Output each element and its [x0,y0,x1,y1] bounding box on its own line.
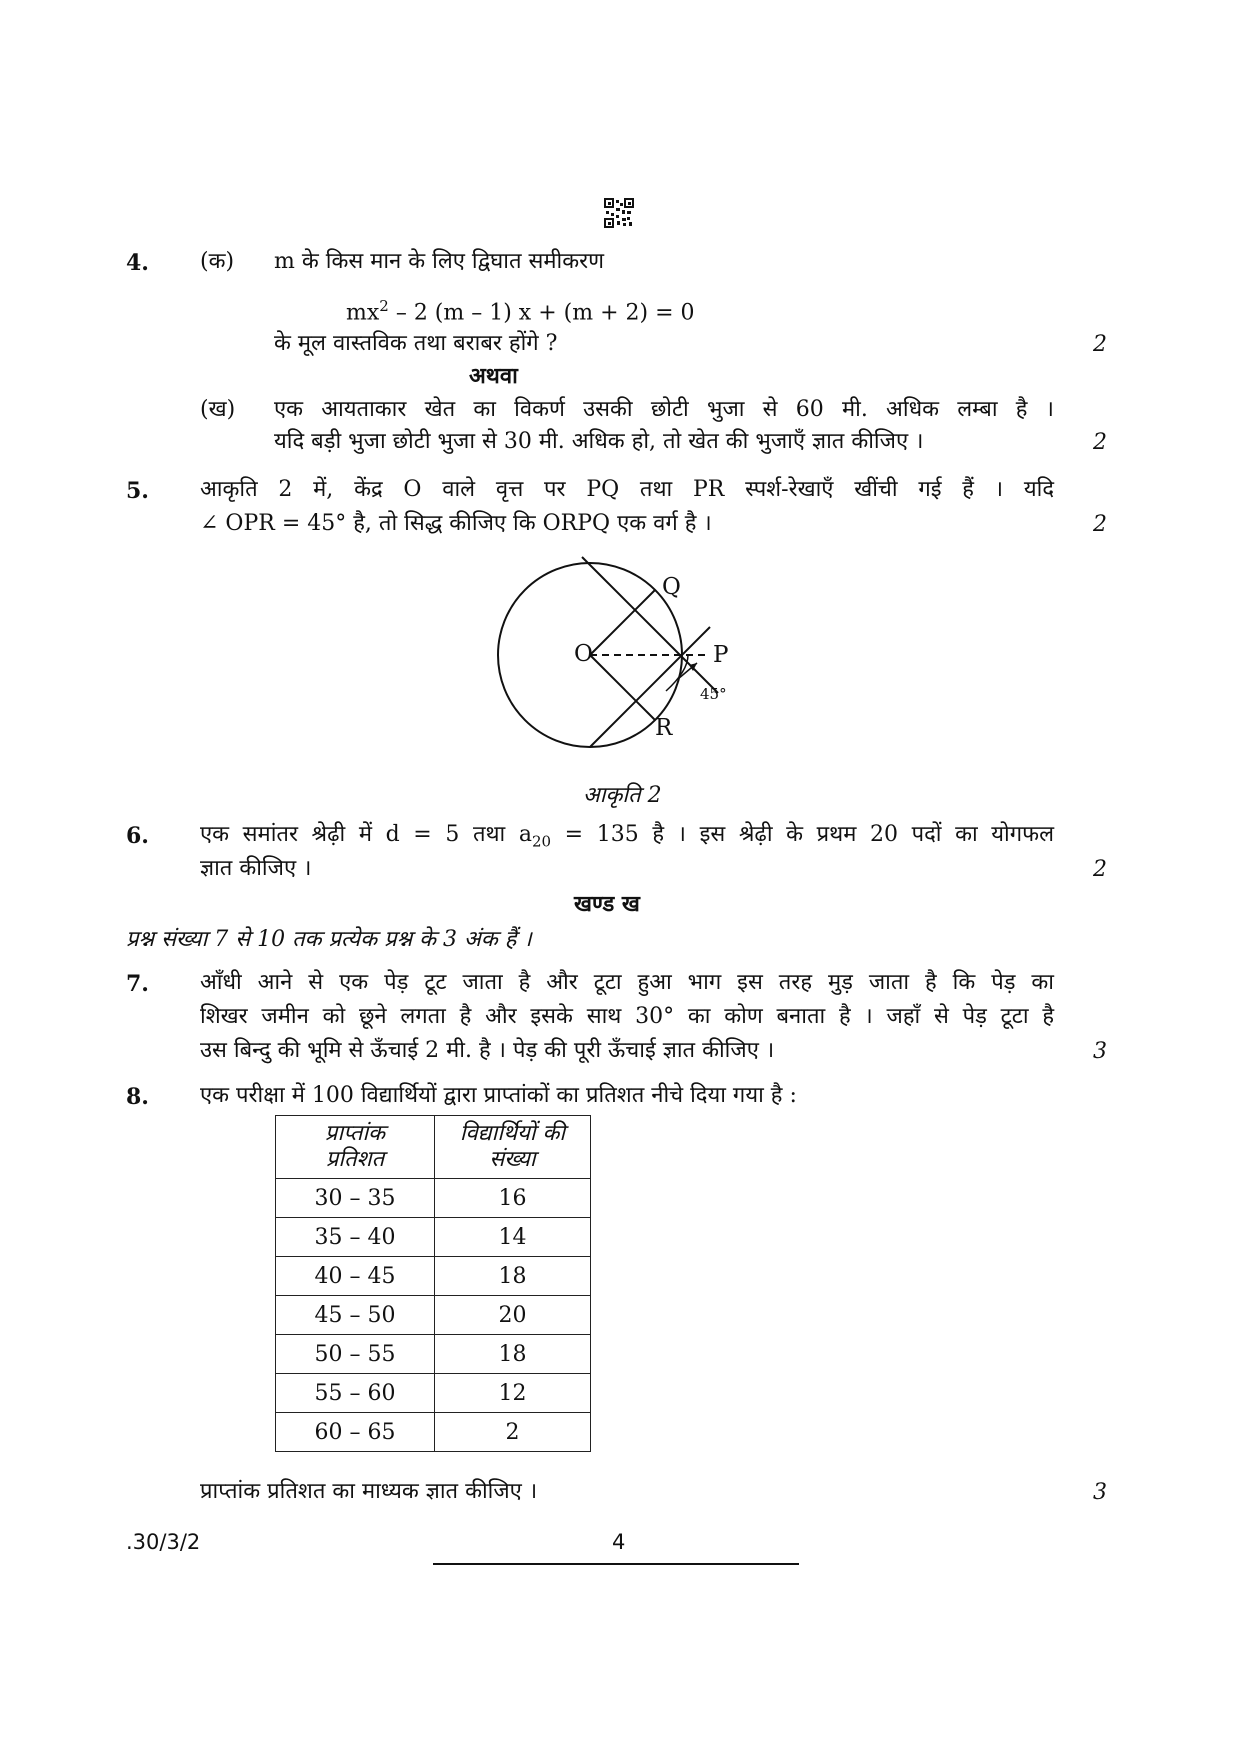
header-percentage-line2: प्रतिशत [325,1147,385,1172]
radius-or [590,655,655,720]
section-b-instruction: प्रश्न संख्या 7 से 10 तक प्रत्येक प्रश्न के 3 अंक हैं । [126,927,532,952]
q8-line1: एक परीक्षा में 100 विद्यार्थियों द्वारा प्राप्तांकों का प्रतिशत नीचे दिया गया है : [200,1083,797,1108]
table-row [276,1374,591,1413]
q4-or-label: अथवा [469,363,518,389]
table-row [276,1257,591,1296]
table-header-row [276,1116,591,1179]
q4-equation-part2: – 2 (m – 1) x + (m + 2) = 0 [388,300,695,326]
table-cell-count: 18 [435,1335,591,1374]
q6-line1-subscript: 20 [531,832,552,851]
table-row [276,1218,591,1257]
q4-part-b-line2: यदि बड़ी भुजा छोटी भुजा से 30 मी. अधिक हो, तो खेत की भुजाएँ ज्ञात कीजिए । [274,429,924,454]
figure-caption: आकृति 2 [583,783,662,808]
table-cell-count: 14 [435,1218,591,1257]
question-number-4: 4. [126,250,149,276]
q5-marks: 2 [1093,512,1107,537]
q4-part-a-line1: m के किस मान के लिए द्विघात समीकरण [274,249,605,274]
table-cell-count: 2 [435,1413,591,1452]
table-cell-range: 60 – 65 [276,1413,435,1452]
figure-label-p: P [713,642,729,668]
q6-line1-end: = 135 है । इस श्रेढ़ी के प्रथम 20 पदों का योगफल [551,822,1054,847]
q6-line1 [200,819,1054,857]
question-number-8: 8. [126,1084,149,1110]
figure-label-q: Q [662,574,681,600]
qr-code-icon [604,198,634,228]
table-cell-count: 12 [435,1374,591,1413]
table-cell-range: 30 – 35 [276,1179,435,1218]
q4-part-b-line1: एक आयताकार खेत का विकर्ण उसकी छोटी भुजा से 60 मी. अधिक लम्बा है । [274,397,1054,422]
header-percentage-line1: प्राप्तांक [324,1121,386,1146]
question-number-5: 5. [126,478,149,504]
q7-line2: शिखर जमीन को छूने लगता है और इसके साथ 30° का कोण बनाता है । जहाँ से पेड़ टूटा है [200,1004,1054,1029]
q4-equation-part1: mx [346,300,380,326]
figure-label-o: O [574,641,593,667]
section-b-heading: खण्ड ख [574,891,640,917]
q4-part-a-line3: के मूल वास्तविक तथा बराबर होंगे ? [274,331,558,356]
tangent-pr [590,627,710,747]
table-cell-range: 50 – 55 [276,1335,435,1374]
q5-line2: ∠ OPR = 45° है, तो सिद्ध कीजिए कि ORPQ एक वर्ग है । [200,511,712,536]
footer-rule [433,1563,799,1565]
q4-equation [346,290,695,329]
table-row [276,1296,591,1335]
question-number-7: 7. [126,971,149,997]
q4-part-b-label: (ख) [200,397,236,422]
frequency-table [275,1115,591,1452]
figure-label-r: R [655,715,673,741]
footer-paper-code: .30/3/2 [126,1530,201,1554]
radius-oq [590,590,655,655]
table-cell-range: 40 – 45 [276,1257,435,1296]
q8-final-line: प्राप्तांक प्रतिशत का माध्यक ज्ञात कीजिए । [200,1479,538,1504]
q6-marks: 2 [1093,857,1107,882]
table-cell-count: 16 [435,1179,591,1218]
q4-part-a-marks: 2 [1093,332,1107,357]
header-students-line2: संख्या [489,1147,536,1172]
question-number-6: 6. [126,823,149,849]
q6-line1-start: एक समांतर श्रेढ़ी में d = 5 तथा a [200,822,532,847]
table-cell-range: 35 – 40 [276,1218,435,1257]
table-cell-count: 20 [435,1296,591,1335]
figure-angle-label: 45° [700,685,727,703]
q5-line1: आकृति 2 में, केंद्र O वाले वृत्त पर PQ तथा PR स्पर्श-रेखाएँ खींची गई हैं । यदि [200,477,1054,502]
table-row [276,1179,591,1218]
table-cell-range: 45 – 50 [276,1296,435,1335]
q4-part-a-label: (क) [200,249,235,274]
table-row [276,1335,591,1374]
q7-line1: आँधी आने से एक पेड़ टूट जाता है और टूटा हुआ भाग इस तरह मुड़ जाता है कि पेड़ का [200,970,1054,995]
table-cell-count: 18 [435,1257,591,1296]
table-header-percentage [276,1116,435,1179]
header-students-line1: विद्यार्थियों की [459,1121,566,1146]
q4-part-b-marks: 2 [1093,430,1107,455]
q7-marks: 3 [1093,1039,1107,1064]
tangent-pq [582,557,718,693]
table-cell-range: 55 – 60 [276,1374,435,1413]
table-header-students [435,1116,591,1179]
footer-page-number: 4 [612,1530,626,1554]
q4-equation-exponent: 2 [379,297,389,315]
q8-marks: 3 [1093,1480,1107,1505]
q6-line2: ज्ञात कीजिए । [200,856,312,881]
table-row [276,1413,591,1452]
q7-line3: उस बिन्दु की भूमि से ऊँचाई 2 मी. है । पेड़ की पूरी ऊँचाई ज्ञात कीजिए । [200,1038,775,1063]
